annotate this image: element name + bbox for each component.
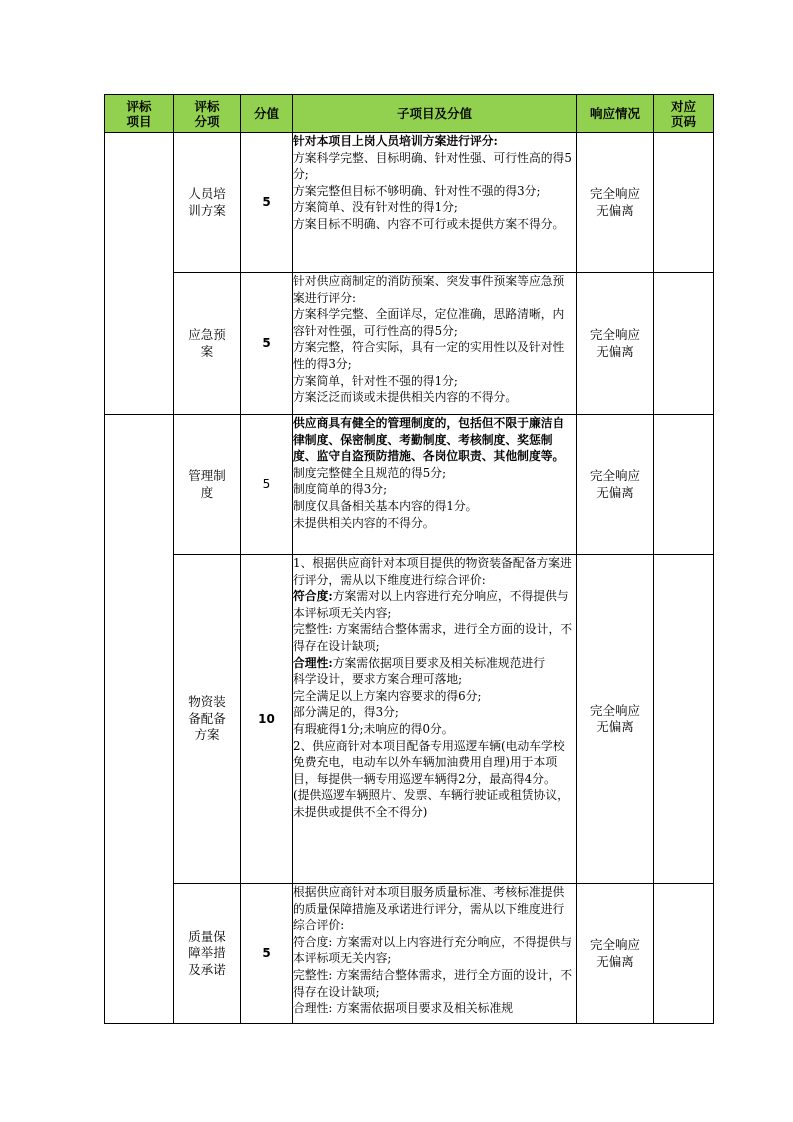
response-cell: 完全响应 无偏离 (577, 273, 654, 415)
detail-line-text: 完全满足以上方案内容要求的得6分; (293, 688, 482, 703)
score-value: 5 (241, 415, 293, 555)
header-response: 响应情况 (577, 95, 654, 133)
score-value: 5 (241, 133, 293, 273)
detail-line-text: 制度仅具备相关基本内容的得1分。 (293, 498, 478, 513)
detail-line (293, 183, 576, 200)
detail-line (293, 216, 576, 233)
response-cell: 完全响应 无偏离 (577, 555, 654, 884)
detail-line-text: 方案科学完整、目标明确、针对性强、可行性高的得5分; (293, 150, 572, 182)
table-header-row (105, 95, 714, 133)
table-row (105, 415, 714, 555)
detail-line (293, 133, 576, 150)
detail-line-text: 方案泛泛而谈或未提供相关内容的不得分。 (293, 390, 518, 405)
detail-line (293, 515, 576, 532)
detail-line-text: 制度完整健全且规范的得5分; (293, 465, 447, 480)
detail-cell (293, 555, 577, 884)
detail-line-text: 针对供应商制定的消防预案、突发事件预案等应急预案进行评分: (293, 274, 565, 305)
detail-line (293, 688, 576, 705)
detail-line-text: 针对本项目上岗人员培训方案进行评分: (293, 134, 498, 148)
page-cell (654, 884, 714, 1024)
detail-line (293, 934, 576, 967)
detail-line (293, 465, 576, 482)
category-cell (105, 133, 174, 415)
detail-line (293, 555, 576, 588)
detail-line-text: 方案完整但目标不够明确、针对性不强的得3分; (293, 183, 541, 198)
detail-line (293, 884, 576, 934)
detail-line (293, 967, 576, 1000)
detail-line-text: 符合度: 方案需对以上内容进行充分响应，不得提供与本评标项无关内容; (293, 934, 573, 966)
detail-line (293, 721, 576, 738)
header-detail: 子项目及分值 (293, 95, 577, 133)
detail-line-text: 方案需对以上内容进行充分响应，不得提供与本评标项无关内容; (293, 589, 569, 620)
page-cell (654, 415, 714, 555)
detail-line (293, 704, 576, 721)
page-cell (654, 273, 714, 415)
detail-line-text: 完整性: 方案需结合整体需求，进行全方面的设计，不得存在设计缺项; (293, 967, 573, 999)
detail-line-text: 合理性: 方案需依据项目要求及相关标准规 (293, 1001, 514, 1016)
scoring-table (104, 94, 714, 1024)
detail-line-text: 1、根据供应商针对本项目提供的物资装备配备方案进行评分，需从以下维度进行综合评价: (293, 556, 572, 587)
table-row (105, 884, 714, 1024)
detail-line (293, 498, 576, 515)
score-value: 5 (241, 884, 293, 1024)
subitem-name: 人员培 训方案 (174, 133, 241, 273)
response-cell: 完全响应 无偏离 (577, 133, 654, 273)
header-category: 评标 项目 (105, 95, 174, 133)
detail-line (293, 621, 576, 654)
subitem-name: 质量保 障举措 及承诺 (174, 884, 241, 1024)
detail-line-text: 部分满足的，得3分; (293, 705, 399, 720)
detail-line-text: (提供巡逻车辆照片、发票、车辆行驶证或租赁协议，未提供或提供不全不得分) (293, 788, 569, 819)
detail-line (293, 1000, 576, 1017)
detail-line (293, 373, 576, 390)
score-value: 5 (241, 273, 293, 415)
detail-line-text: 科学设计，要求方案合理可落地; (293, 672, 463, 687)
detail-line (293, 655, 576, 672)
header-page: 对应 页码 (654, 95, 714, 133)
table-row (105, 555, 714, 884)
detail-line-text: 完整性: 方案需结合整体需求，进行全方面的设计，不得存在设计缺项; (293, 622, 573, 653)
subitem-name: 物资装 备配备 方案 (174, 555, 241, 884)
detail-line (293, 738, 576, 788)
detail-line (293, 306, 576, 339)
response-cell: 完全响应 无偏离 (577, 884, 654, 1024)
page-cell (654, 133, 714, 273)
detail-line-text: 2、供应商针对本项目配备专用巡逻车辆(电动车学校免费充电，电动车以外车辆加油费用自理)用于本项目，每提供一辆专用巡逻车辆得2分，最高得4分。 (293, 738, 565, 786)
table-row (105, 133, 714, 273)
detail-line (293, 588, 576, 621)
score-value: 10 (241, 555, 293, 884)
detail-cell (293, 133, 577, 273)
detail-line (293, 339, 576, 372)
detail-line (293, 671, 576, 688)
detail-cell (293, 273, 577, 415)
detail-line-text: 方案完整，符合实际，具有一定的实用性以及针对性性的得3分; (293, 340, 565, 371)
subitem-name: 管理制 度 (174, 415, 241, 555)
detail-line-label: 合理性: (293, 655, 333, 670)
detail-line-label: 符合度: (293, 589, 333, 604)
detail-line (293, 415, 576, 465)
header-score: 分值 (241, 95, 293, 133)
detail-line-text: 方案目标不明确、内容不可行或未提供方案不得分。 (293, 216, 565, 231)
page-cell (654, 555, 714, 884)
detail-line-text: 方案科学完整、全面详尽，定位准确，思路清晰，内容针对性强，可行性高的得5分; (293, 307, 565, 338)
detail-line-text: 方案简单，针对性不强的得1分; (293, 373, 458, 388)
detail-line (293, 199, 576, 216)
subitem-name: 应急预 案 (174, 273, 241, 415)
detail-cell (293, 415, 577, 555)
detail-line (293, 389, 576, 406)
table-row (105, 273, 714, 415)
detail-line-text: 供应商具有健全的管理制度的，包括但不限于廉洁自律制度、保密制度、考勤制度、考核制度、奖惩制度、监守自盗预防措施、各岗位职责、其他制度等。 (293, 416, 565, 464)
detail-cell (293, 884, 577, 1024)
header-subitem: 评标 分项 (174, 95, 241, 133)
detail-line-text: 制度简单的得3分; (293, 482, 388, 497)
detail-line-text: 方案简单、没有针对性的得1分; (293, 200, 458, 215)
detail-line (293, 273, 576, 306)
response-cell: 完全响应 无偏离 (577, 415, 654, 555)
detail-line (293, 787, 576, 820)
category-cell (105, 415, 174, 1024)
detail-line-text: 未提供相关内容的不得分。 (293, 515, 435, 530)
detail-line (293, 150, 576, 183)
detail-line-text: 根据供应商针对本项目服务质量标准、考核标准提供的质量保障措施及承诺进行评分，需从以下维度进行综合评价: (293, 885, 565, 933)
detail-line-text: 方案需依据项目要求及相关标准规范进行 (332, 655, 546, 670)
detail-line (293, 481, 576, 498)
detail-line-text: 有瑕疵得1分;未响应的得0分。 (293, 721, 454, 736)
